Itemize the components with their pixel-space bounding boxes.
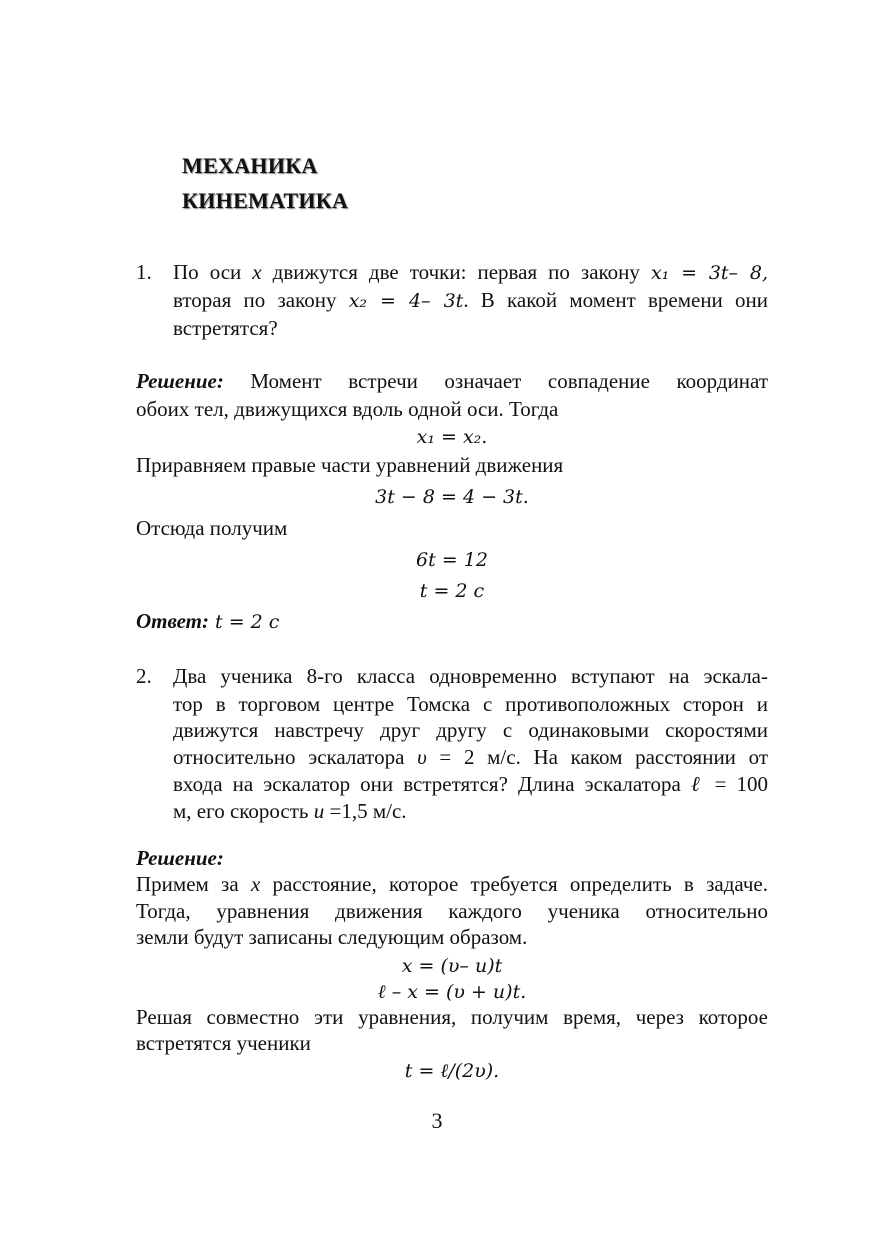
solution-label: Решение: [136, 846, 224, 870]
problem-2-line-4 [173, 743, 768, 771]
text: =1,5 м/с. [324, 799, 407, 823]
problem-2-line-6 [173, 797, 407, 825]
solution-1-line-4: Отсюда получим [136, 516, 288, 540]
equation-3t [136, 482, 768, 511]
equation-6t [136, 545, 768, 574]
answer-value: t = 2 c [209, 611, 280, 633]
solution-2-line-2: Тогда, уравнения движения каждого ученика относительно [136, 899, 768, 923]
solution-2-label [136, 844, 224, 872]
problem-1-number: 1. [136, 260, 152, 284]
solution-2-line-5: встретятся ученики [136, 1031, 311, 1055]
equation: ℓ – x = (υ + u)t. [377, 981, 527, 1003]
text: Момент встречи означает совпадение координат [223, 369, 768, 393]
solution-1-line-1 [136, 367, 768, 395]
equation: 6t = 12 [416, 549, 488, 571]
text: входа на эскалатор они встретятся? Длина эскалатора [173, 772, 691, 796]
solution-2-line-4: Решая совместно эти уравнения, получим время, через которое [136, 1005, 768, 1029]
equation-x1: x₁ = 3t– 8, [650, 262, 768, 284]
equation: t = 2 c [419, 580, 485, 602]
problem-1-line-2 [173, 286, 768, 315]
equation-x2: x₂ = 4– 3t [348, 290, 464, 312]
equation-x [136, 951, 768, 980]
equation-x1-eq-x2 [136, 422, 768, 451]
answer-label: Ответ: [136, 609, 209, 633]
equation: 3t − 8 = 4 − 3t. [375, 486, 529, 508]
problem-1-line-1 [173, 258, 768, 287]
equation: t = ℓ/(2υ). [404, 1060, 500, 1082]
equation-t-result [136, 1056, 768, 1085]
text: движутся две точки: первая по закону [261, 260, 651, 284]
problem-2-line-1: Два ученика 8-го класса одновременно вступают на эскала- [173, 664, 768, 688]
var-l: ℓ [690, 772, 705, 796]
text: относительно эскалатора [173, 745, 418, 769]
equation-l-minus-x [136, 977, 768, 1006]
equation: x₁ = x₂. [416, 426, 488, 448]
equation: x = (υ– u)t [401, 955, 503, 977]
var-x: x [250, 872, 261, 896]
solution-2-line-1 [136, 870, 768, 898]
text: Примем за [136, 872, 251, 896]
solution-label: Решение: [136, 369, 224, 393]
text: м, его скорость [173, 799, 314, 823]
text: расстояние, которое требуется определить в задаче. [260, 872, 768, 896]
text: вторая по закону [173, 288, 349, 312]
page-number: 3 [431, 1108, 443, 1133]
var-x: x [252, 260, 262, 284]
text: = 2 м/с. На каком расстоянии от [426, 745, 769, 769]
problem-2-number: 2. [136, 664, 152, 688]
text: По оси [173, 260, 253, 284]
text: = 100 [704, 772, 769, 796]
subsection-heading-kinematics: КИНЕМАТИКА [182, 188, 349, 213]
solution-1-line-2: обоих тел, движущихся вдоль одной оси. Тогда [136, 397, 559, 421]
problem-2-line-5 [173, 770, 768, 798]
section-heading-mechanics: МЕХАНИКА [182, 153, 318, 178]
var-v: υ [417, 745, 427, 769]
answer-1 [136, 607, 279, 636]
problem-2-line-2: тор в торговом центре Томска с противоположных сторон и [173, 692, 768, 716]
problem-2-line-3: движутся навстречу друг другу с одинаковыми скоростями [173, 718, 768, 742]
problem-1-line-3: встретятся? [173, 316, 278, 340]
var-u: u [313, 799, 325, 823]
equation-t [136, 576, 768, 605]
text: . В какой момент времени они [463, 288, 768, 312]
solution-1-line-3: Приравняем правые части уравнений движения [136, 453, 564, 477]
solution-2-line-3: земли будут записаны следующим образом. [136, 925, 528, 949]
